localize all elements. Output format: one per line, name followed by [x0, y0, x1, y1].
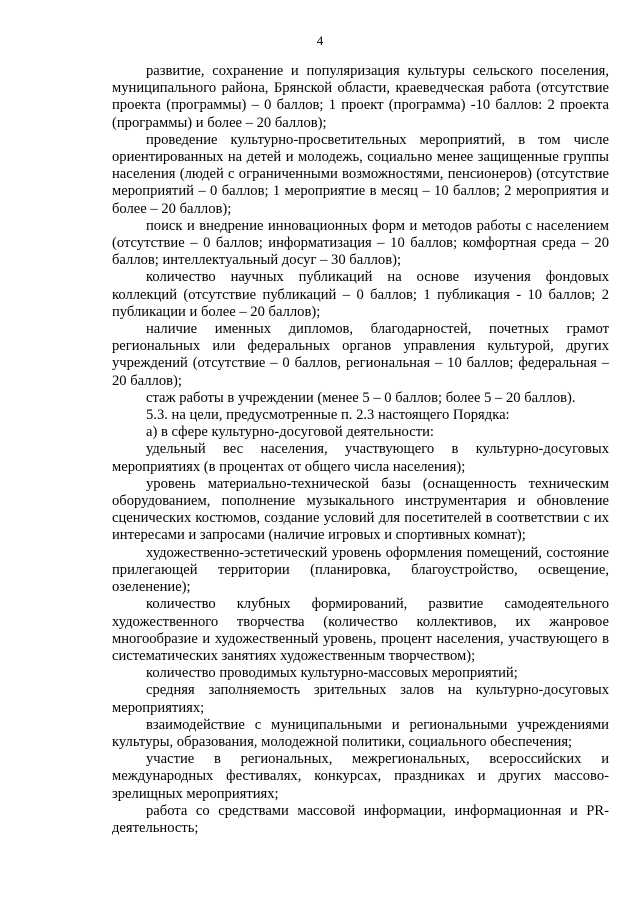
paragraph: 5.3. на цели, предусмотренные п. 2.3 настоящего Порядка:: [146, 407, 510, 424]
document-body: [112, 63, 609, 837]
page-number: 4: [316, 33, 324, 48]
paragraph: уровень материально-технической базы (оснащенность техническим оборудованием, пополнение музыкального инструментария и обновление сценических костюмов, создание условий для посетителей в соответствии с их интересами и запросами (наличие игровых и спортивных комнат);: [112, 475, 609, 544]
paragraph: художественно-эстетический уровень оформления помещений, состояние прилегающей территории (планировка, благоустройство, освещение, озеленение);: [112, 544, 609, 596]
paragraph: стаж работы в учреждении (менее 5 – 0 баллов; более 5 – 20 баллов).: [146, 389, 576, 406]
paragraph: количество научных публикаций на основе изучения фондовых коллекций (отсутствие публикаций – 0 баллов; 1 публикация - 10 баллов; 2 публикации и более – 20 баллов);: [112, 269, 609, 320]
paragraph: наличие именных дипломов, благодарностей, почетных грамот региональных или федеральных органов управления культурой, других учреждений (отсутствие – 0 баллов, региональная – 10 баллов; федеральная – 20 баллов);: [112, 321, 609, 389]
paragraph: поиск и внедрение инновационных форм и методов работы с населением (отсутствие – 0 баллов; информатизация – 10 баллов; комфортная среда – 20 баллов; интеллектуальный досуг – 30 баллов);: [112, 217, 609, 269]
paragraph: проведение культурно-просветительных мероприятий, в том числе ориентированных на детей и молодежь, социально менее защищенные группы населения (людей с ограниченными возможностями, пенсионеров) (отсутствие мероприятий – 0 баллов; 1 мероприятие в месяц – 10 баллов; 2 мероприятия и более – 20 баллов);: [112, 131, 609, 217]
paragraph: количество проводимых культурно-массовых мероприятий;: [146, 665, 518, 682]
paragraph: участие в региональных, межрегиональных, всероссийских и международных фестивалях, конкурсах, праздниках и других массово-зрелищных мероприятиях;: [112, 751, 609, 802]
paragraph: удельный вес населения, участвующего в культурно-досуговых мероприятиях (в процентах от общего числа населения);: [112, 441, 609, 475]
paragraph: а) в сфере культурно-досуговой деятельности:: [146, 424, 434, 441]
paragraph: развитие, сохранение и популяризация культуры сельского поселения, муниципального района, Брянской области, краеведческая работа (отсутствие проекта (программы) – 0 баллов; 1 проект (программа) -10 баллов: 2 проекта (программы) и более – 20 баллов);: [112, 63, 609, 131]
paragraph: работа со средствами массовой информации, информационная и PR-деятельность;: [112, 802, 609, 836]
paragraph: средняя заполняемость зрительных залов на культурно-досуговых мероприятиях;: [112, 682, 609, 716]
paragraph: взаимодействие с муниципальными и региональными учреждениями культуры, образования, молодежной политики, социального обеспечения;: [112, 716, 609, 750]
paragraph: количество клубных формирований, развитие самодеятельного художественного творчества (количество коллективов, их жанровое многообразие и художественный уровень, процент населения, участвующего в систематических занятиях художественным творчеством);: [112, 596, 609, 664]
